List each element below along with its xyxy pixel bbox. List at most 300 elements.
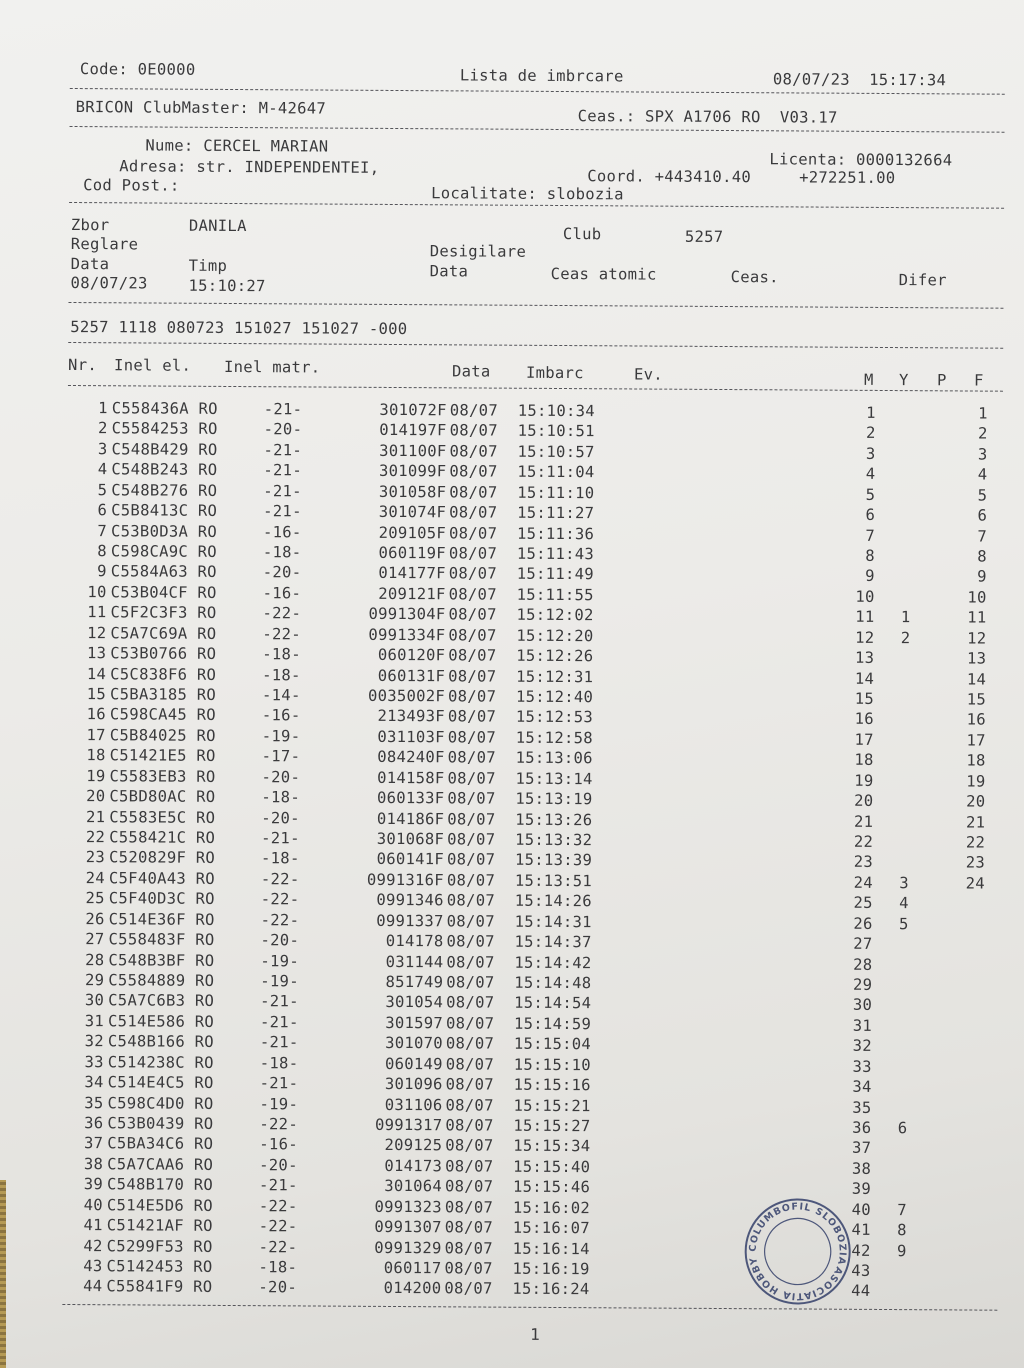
basketing-date: 08/07 (449, 523, 498, 543)
row-number: 20 (86, 787, 106, 806)
col-m-value: 18 (854, 751, 874, 770)
basketing-time: 15:10:34 (517, 401, 595, 421)
col-y-value: 6 (897, 1119, 908, 1138)
row-number: 31 (84, 1011, 105, 1031)
ring-year: -16- (263, 522, 302, 542)
setting-time: 15:10:27 (188, 276, 266, 296)
column-y: Y (898, 371, 909, 390)
row-number: 34 (84, 1073, 104, 1092)
ring-number: 213493F (377, 707, 446, 726)
electronic-ring: C558436A RO (111, 399, 218, 418)
col-m-value: 5 (865, 485, 876, 504)
electronic-ring: C5584889 RO (108, 971, 215, 990)
basketing-time: 15:12:31 (516, 667, 594, 686)
col-y-value: 4 (899, 894, 909, 913)
basketing-time: 15:16:07 (512, 1218, 590, 1238)
basketing-date: 08/07 (445, 1136, 494, 1156)
row-number: 14 (86, 664, 107, 683)
row-number: 19 (86, 766, 106, 785)
col-m-value: 2 (865, 424, 876, 443)
electronic-ring: C514E36F RO (108, 910, 215, 929)
basketing-date: 08/07 (445, 1055, 495, 1074)
electronic-ring: C5F40A43 RO (108, 869, 215, 888)
basketing-time: 15:15:21 (513, 1096, 591, 1115)
setting-date: 08/07/23 (70, 274, 148, 293)
basketing-date: 08/07 (448, 585, 497, 604)
col-f-value: 8 (977, 547, 987, 566)
basketing-time: 15:12:40 (516, 687, 594, 707)
basketing-time: 15:13:51 (514, 871, 593, 891)
col-m-value: 21 (853, 812, 874, 831)
electronic-ring: C5F40D3C RO (108, 889, 215, 909)
ring-number: 060149 (384, 1054, 443, 1074)
basketing-time: 15:15:40 (513, 1157, 591, 1177)
column-event: Ev. (633, 365, 664, 384)
electronic-ring: C53B04CF RO (110, 583, 217, 602)
basketing-date: 08/07 (448, 666, 497, 686)
electronic-ring: C5B8413C RO (111, 501, 218, 521)
basketing-date: 08/07 (447, 809, 496, 829)
ring-number: 301068F (376, 829, 445, 849)
ring-number: 301058F (378, 482, 447, 502)
basketing-time: 15:14:37 (514, 932, 592, 952)
col-m-value: 17 (854, 730, 874, 749)
ring-year: -18- (261, 849, 300, 868)
electronic-ring: C558483F RO (108, 930, 215, 950)
col-f-value: 14 (966, 670, 987, 689)
basketing-date: 08/07 (444, 1198, 494, 1217)
ring-year: -22- (260, 890, 300, 909)
ring-number: 060117 (383, 1258, 442, 1278)
electronic-ring: C5A7C69A RO (110, 623, 217, 643)
electronic-ring: C548B166 RO (107, 1032, 214, 1052)
col-f-value: 18 (966, 751, 986, 770)
reglare-label: Reglare (70, 235, 139, 254)
basketing-time: 15:11:43 (516, 544, 595, 564)
basketing-time: 15:13:39 (515, 851, 593, 870)
basketing-date: 08/07 (445, 1075, 494, 1094)
header-code: Code: 0E0000 (79, 60, 196, 79)
page-number: 1 (530, 1324, 541, 1344)
electronic-ring: C5BD80AC RO (109, 787, 216, 807)
ring-number: 014197F (379, 421, 447, 440)
ring-number: 0991317 (374, 1115, 443, 1135)
divider (68, 302, 1003, 309)
col-y-value: 7 (897, 1200, 907, 1219)
col-m-value: 31 (852, 1016, 873, 1035)
ring-number: 0035002F (367, 686, 446, 706)
ring-number: 060133F (376, 789, 445, 808)
basketing-date: 08/07 (446, 973, 495, 992)
electronic-ring: C514E4C5 RO (107, 1073, 214, 1093)
difference-label: Difer (898, 271, 947, 290)
basketing-time: 15:12:02 (516, 606, 594, 625)
basketing-time: 15:14:31 (514, 912, 592, 931)
col-f-value: 6 (977, 506, 988, 525)
row-number: 25 (85, 889, 105, 908)
ring-year: -20- (258, 1278, 298, 1297)
basketing-date: 08/07 (445, 1177, 494, 1196)
stamp-text: ASOCIATIA HOBBY COLUMBOFIL SLOBOZIA (747, 1201, 848, 1302)
electronic-ring: C548B276 RO (111, 480, 218, 500)
ring-number: 031103F (377, 727, 445, 747)
col-y-value: 1 (900, 608, 911, 627)
basketing-date: 08/07 (447, 789, 496, 808)
col-f-value: 15 (966, 690, 987, 709)
col-m-value: 10 (855, 587, 875, 606)
col-f-value: 19 (966, 772, 986, 791)
column-nr: Nr. (68, 355, 98, 375)
col-m-value: 19 (854, 771, 874, 790)
header-datetime: 08/07/23 15:17:34 (772, 70, 947, 90)
col-f-value: 21 (965, 813, 986, 832)
electronic-ring: C5584A63 RO (110, 562, 217, 582)
flight-name: DANILA (188, 216, 247, 236)
col-m-value: 30 (852, 996, 873, 1015)
basketing-date: 08/07 (446, 932, 495, 951)
ring-number: 060141F (376, 850, 445, 869)
basketing-date: 08/07 (447, 728, 497, 747)
ring-year: -18- (262, 543, 302, 562)
col-m-value: 22 (853, 832, 874, 851)
electronic-ring: C5C838F6 RO (110, 664, 217, 684)
column-date: Data (452, 362, 491, 381)
electronic-ring: C5299F53 RO (106, 1236, 213, 1256)
clock-label: Ceas. (730, 268, 779, 287)
col-f-value: 4 (977, 465, 988, 484)
column-basketing: Imbarc (525, 363, 584, 383)
row-number: 2 (98, 419, 108, 438)
ring-number: 060119F (378, 543, 446, 563)
ring-number: 014173 (384, 1156, 443, 1176)
col-m-value: 35 (852, 1098, 872, 1117)
row-number: 37 (84, 1134, 104, 1153)
col-m-value: 12 (855, 628, 875, 647)
electronic-ring: C53B0439 RO (107, 1114, 214, 1133)
basketing-date: 08/07 (447, 830, 496, 849)
row-number: 22 (85, 828, 106, 847)
electronic-ring: C5BA34C6 RO (107, 1134, 214, 1154)
ring-year: -21- (263, 400, 303, 419)
row-number: 29 (85, 971, 105, 990)
ring-number: 0991323 (374, 1197, 443, 1217)
electronic-ring: C558421C RO (109, 828, 216, 847)
basketing-date: 08/07 (449, 401, 499, 420)
electronic-ring: C5A7C6B3 RO (108, 991, 215, 1011)
ring-number: 014158F (377, 768, 445, 788)
basketing-time: 15:15:34 (513, 1137, 591, 1156)
basketing-date: 08/07 (444, 1259, 493, 1278)
row-number: 18 (86, 746, 106, 765)
ring-year: -21- (259, 1033, 299, 1052)
basketing-time: 15:13:26 (515, 810, 593, 829)
ring-year: -18- (258, 1258, 298, 1277)
row-number: 1 (98, 399, 108, 418)
ring-number: 209121F (378, 584, 446, 604)
col-m-value: 13 (854, 648, 875, 668)
row-number: 24 (85, 868, 106, 888)
basketing-date: 08/07 (444, 1218, 494, 1237)
col-f-value: 3 (977, 445, 988, 464)
col-f-value: 9 (977, 567, 987, 587)
row-number: 9 (97, 562, 107, 581)
basketing-date: 08/07 (447, 850, 496, 870)
ring-year: -18- (261, 788, 301, 807)
col-m-value: 4 (865, 465, 876, 484)
row-number: 15 (86, 685, 107, 704)
electronic-ring: C598C4D0 RO (107, 1093, 214, 1113)
col-y-value: 5 (898, 914, 909, 933)
row-number: 35 (84, 1093, 104, 1112)
electronic-ring: C514E586 RO (108, 1012, 215, 1031)
ring-year: -20- (263, 420, 303, 439)
col-m-value: 34 (852, 1077, 872, 1097)
ring-year: -19- (261, 727, 301, 746)
ring-year: -19- (259, 1094, 299, 1114)
ring-year: -22- (260, 910, 300, 930)
ring-year: -21- (263, 461, 303, 480)
basketing-time: 15:12:53 (515, 708, 594, 727)
electronic-ring: C5583EB3 RO (109, 766, 216, 786)
electronic-ring: C5142453 RO (106, 1257, 213, 1276)
ring-year: -21- (263, 502, 302, 521)
ring-number: 031106 (384, 1095, 443, 1114)
col-y-value: 3 (899, 873, 909, 893)
flight-label: Zbor (70, 216, 110, 235)
ring-number: 014177F (378, 564, 446, 583)
ring-number: 084240F (377, 748, 445, 767)
basketing-time: 15:15:10 (513, 1055, 591, 1074)
electronic-ring: C548B170 RO (107, 1175, 214, 1195)
ring-year: -17- (261, 747, 301, 766)
basketing-date: 08/07 (446, 993, 495, 1013)
basketing-time: 15:11:04 (517, 463, 595, 482)
ring-number: 301070 (385, 1034, 444, 1053)
electronic-ring: C55841F9 RO (106, 1277, 213, 1297)
ring-number: 0991304F (368, 605, 446, 624)
basketing-time: 15:11:55 (516, 585, 594, 605)
basketing-date: 08/07 (445, 1095, 494, 1115)
ring-year: -20- (260, 931, 300, 950)
ring-number: 301072F (379, 400, 447, 420)
col-f-value: 23 (965, 853, 986, 873)
col-y-value: 8 (897, 1221, 907, 1240)
ring-year: -21- (260, 1013, 299, 1032)
basketing-date: 08/07 (445, 1157, 494, 1176)
row-number: 3 (97, 440, 108, 459)
summary-line: 5257 1118 080723 151027 151027 -000 (70, 318, 408, 339)
col-f-value: 5 (977, 486, 988, 505)
ring-number: 014178 (385, 932, 444, 951)
basketing-date: 08/07 (448, 605, 497, 624)
basketing-time: 15:13:14 (515, 769, 593, 788)
row-number: 17 (86, 725, 106, 745)
ring-year: -22- (260, 870, 300, 889)
divider (62, 1304, 997, 1311)
basketing-time: 15:12:26 (516, 646, 594, 666)
row-number: 21 (86, 807, 106, 826)
basketing-time: 15:15:46 (513, 1178, 591, 1197)
column-ring-number: Inel matr. (224, 357, 321, 377)
col-f-value: 13 (966, 649, 987, 668)
electronic-ring: C53B0D3A RO (111, 521, 218, 541)
basketing-date: 08/07 (449, 462, 498, 481)
basketing-date: 08/07 (446, 952, 495, 972)
electronic-ring: C51421E5 RO (109, 746, 216, 766)
row-number: 41 (83, 1216, 103, 1235)
col-m-value: 37 (851, 1139, 872, 1158)
row-number: 4 (97, 460, 108, 479)
ring-year: -20- (259, 1156, 298, 1175)
ring-number: 060120F (377, 646, 446, 665)
col-m-value: 23 (853, 853, 874, 872)
basketing-time: 15:11:10 (517, 483, 595, 502)
col-m-value: 20 (854, 791, 874, 811)
col-m-value: 3 (865, 444, 876, 463)
unseal-date-label: Data (429, 262, 469, 281)
ring-year: -20- (261, 767, 301, 787)
basketing-date: 08/07 (444, 1279, 493, 1299)
col-m-value: 33 (852, 1057, 872, 1076)
ring-number: 301597 (385, 1013, 444, 1033)
col-m-value: 15 (854, 689, 875, 708)
basketing-date: 08/07 (444, 1238, 493, 1258)
col-f-value: 11 (967, 608, 987, 627)
col-m-value: 39 (851, 1180, 872, 1199)
col-f-value: 22 (965, 833, 986, 852)
basketing-date: 08/07 (449, 483, 498, 502)
ring-year: -21- (259, 1176, 298, 1195)
owner-locality: Localitate: slobozia (431, 184, 624, 204)
row-number: 6 (97, 501, 108, 520)
ring-number: 014200 (383, 1279, 442, 1298)
time-label: Timp (188, 256, 228, 275)
ring-number: 0991337 (376, 911, 444, 931)
col-m-value: 6 (865, 506, 876, 525)
owner-postcode: Cod Post.: (83, 176, 180, 195)
row-number: 42 (83, 1236, 103, 1255)
ring-year: -21- (263, 481, 302, 501)
row-number: 16 (86, 705, 107, 724)
row-number: 8 (97, 542, 108, 561)
col-f-value: 12 (967, 629, 987, 648)
col-y-value: 2 (900, 628, 911, 647)
ring-year: -21- (261, 829, 300, 848)
ring-number: 209125 (384, 1136, 443, 1155)
divider (69, 202, 1004, 209)
basketing-time: 15:15:16 (513, 1075, 591, 1095)
ring-number: 301054 (385, 993, 444, 1012)
basketing-time: 15:16:02 (512, 1198, 591, 1217)
ring-number: 060131F (377, 666, 446, 685)
row-number: 5 (97, 480, 108, 499)
col-f-value: 16 (966, 710, 986, 730)
row-number: 13 (87, 644, 107, 663)
basketing-date: 08/07 (448, 544, 498, 563)
ring-number: 301074F (378, 503, 447, 522)
basketing-date: 08/07 (449, 442, 498, 461)
basketing-date: 08/07 (445, 1034, 495, 1053)
col-m-value: 7 (865, 526, 876, 545)
ring-number: 0991307 (374, 1218, 442, 1237)
basketing-date: 08/07 (446, 912, 495, 931)
atomic-clock-label: Ceas atomic (550, 264, 657, 284)
row-number: 44 (83, 1277, 103, 1296)
basketing-time: 15:16:14 (512, 1239, 590, 1258)
basketing-date: 08/07 (447, 748, 496, 767)
electronic-ring: C5584253 RO (111, 419, 218, 439)
ring-year: -21- (263, 441, 303, 460)
row-number: 11 (87, 603, 107, 622)
basketing-date: 08/07 (446, 871, 496, 890)
ring-number: 301096 (384, 1075, 443, 1094)
col-m-value: 25 (853, 894, 873, 913)
basketing-list-page (68, 52, 1010, 1344)
column-p: P (936, 371, 947, 390)
divider (68, 342, 1003, 349)
row-number: 30 (84, 991, 105, 1010)
document-title: Lista de imbrcare (459, 66, 624, 86)
ring-year: -16- (262, 584, 302, 603)
basketing-time: 15:14:26 (514, 892, 592, 911)
club-label: Club (562, 225, 602, 244)
basketing-time: 15:16:24 (512, 1280, 590, 1299)
row-number: 28 (85, 950, 105, 969)
row-number: 32 (84, 1032, 105, 1051)
ring-year: -19- (260, 951, 300, 971)
ring-year: -22- (258, 1196, 298, 1216)
col-m-value: 11 (855, 608, 875, 627)
ring-year: -22- (262, 604, 302, 623)
basketing-date: 08/07 (449, 503, 498, 522)
col-m-value: 28 (853, 955, 873, 974)
ring-number: 031144 (385, 952, 444, 971)
electronic-ring: C5BA3185 RO (110, 685, 217, 704)
basketing-time: 15:15:27 (513, 1116, 591, 1136)
basketing-date: 08/07 (447, 707, 497, 727)
ring-number: 851749 (385, 972, 444, 992)
row-number: 10 (87, 582, 107, 602)
col-m-value: 8 (865, 546, 875, 565)
col-m-value: 40 (851, 1200, 871, 1219)
ring-year: -19- (260, 972, 299, 991)
col-f-value: 10 (967, 588, 987, 607)
basketing-date: 08/07 (447, 769, 496, 788)
basketing-date: 08/07 (446, 891, 496, 910)
electronic-ring: C514E5D6 RO (106, 1196, 213, 1215)
ring-number: 209105F (378, 523, 447, 542)
basketing-date: 08/07 (448, 646, 497, 665)
row-number: 38 (83, 1155, 104, 1174)
electronic-ring: C548B243 RO (111, 460, 218, 480)
electronic-ring: C53B0766 RO (110, 644, 217, 664)
ring-number: 301099F (378, 462, 447, 481)
ring-number: 301064 (384, 1177, 443, 1196)
col-f-value: 7 (977, 527, 988, 546)
row-number: 12 (87, 623, 107, 642)
col-m-value: 43 (851, 1261, 871, 1280)
row-number: 27 (85, 930, 105, 949)
ring-year: -22- (258, 1217, 298, 1236)
col-m-value: 44 (851, 1282, 871, 1301)
ring-number: 0991316F (366, 870, 445, 890)
col-m-value: 32 (852, 1037, 872, 1056)
divider (68, 385, 1003, 392)
col-f-value: 20 (966, 792, 986, 811)
ring-year: -16- (261, 706, 301, 725)
ring-number: 0991334F (368, 625, 446, 645)
basketing-time: 15:14:42 (514, 953, 592, 972)
